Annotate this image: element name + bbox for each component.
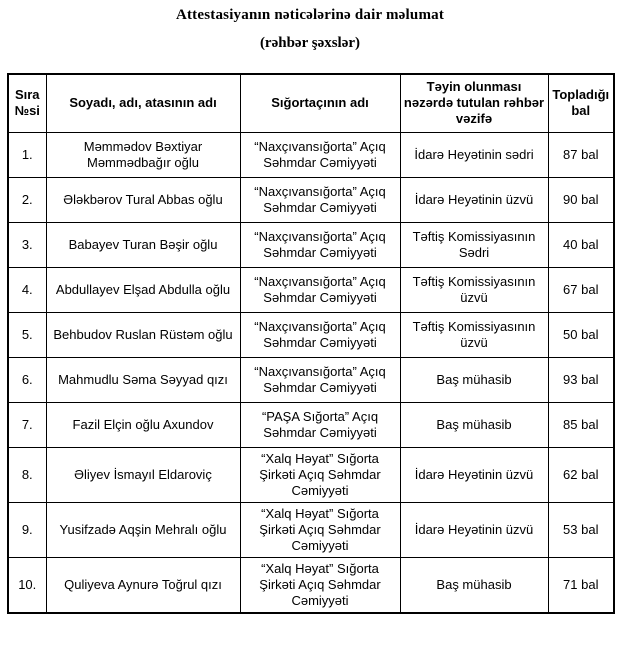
cell-intended-position: Təftiş Komissiyasının üzvü: [400, 267, 548, 312]
cell-serial-number: 10.: [8, 557, 46, 613]
cell-serial-number: 1.: [8, 132, 46, 177]
cell-insurer-name: “PAŞA Sığorta” Açıq Səhmdar Cəmiyyəti: [240, 402, 400, 447]
header-score: Topladığı bal: [548, 74, 614, 132]
cell-intended-position: İdarə Heyətinin üzvü: [400, 447, 548, 502]
cell-intended-position: Baş mühasib: [400, 557, 548, 613]
cell-full-name: Fazil Elçin oğlu Axundov: [46, 402, 240, 447]
header-insurer-name: Sığortaçının adı: [240, 74, 400, 132]
cell-full-name: Məmmədov Bəxtiyar Məmmədbağır oğlu: [46, 132, 240, 177]
cell-serial-number: 3.: [8, 222, 46, 267]
cell-score: 85 bal: [548, 402, 614, 447]
cell-insurer-name: “Naxçıvansığorta” Açıq Səhmdar Cəmiyyəti: [240, 267, 400, 312]
table-header-row: [8, 74, 614, 132]
cell-score: 90 bal: [548, 177, 614, 222]
cell-intended-position: İdarə Heyətinin üzvü: [400, 177, 548, 222]
cell-insurer-name: “Xalq Həyat” Sığorta Şirkəti Açıq Səhmdar Cəmiyyəti: [240, 502, 400, 557]
cell-intended-position: Təftiş Komissiyasının üzvü: [400, 312, 548, 357]
cell-score: 53 bal: [548, 502, 614, 557]
cell-serial-number: 5.: [8, 312, 46, 357]
table-row: [8, 502, 614, 557]
cell-serial-number: 4.: [8, 267, 46, 312]
document-title: Attestasiyanın nəticələrinə dair məlumat: [175, 7, 445, 23]
cell-insurer-name: “Naxçıvansığorta” Açıq Səhmdar Cəmiyyəti: [240, 177, 400, 222]
header-serial-number: Sıra №si: [8, 74, 46, 132]
cell-insurer-name: “Xalq Həyat” Sığorta Şirkəti Açıq Səhmdar Cəmiyyəti: [240, 447, 400, 502]
cell-full-name: Ələkbərov Tural Abbas oğlu: [46, 177, 240, 222]
header-full-name: Soyadı, adı, atasının adı: [46, 74, 240, 132]
cell-insurer-name: “Naxçıvansığorta” Açıq Səhmdar Cəmiyyəti: [240, 222, 400, 267]
cell-full-name: Behbudov Ruslan Rüstəm oğlu: [46, 312, 240, 357]
table-row: [8, 357, 614, 402]
cell-insurer-name: “Xalq Həyat” Sığorta Şirkəti Açıq Səhmdar Cəmiyyəti: [240, 557, 400, 613]
cell-intended-position: İdarə Heyətinin sədri: [400, 132, 548, 177]
cell-score: 71 bal: [548, 557, 614, 613]
cell-serial-number: 2.: [8, 177, 46, 222]
cell-serial-number: 6.: [8, 357, 46, 402]
cell-intended-position: Baş mühasib: [400, 357, 548, 402]
cell-score: 50 bal: [548, 312, 614, 357]
cell-full-name: Əliyev İsmayıl Eldaroviç: [46, 447, 240, 502]
cell-full-name: Babayev Turan Bəşir oğlu: [46, 222, 240, 267]
table-row: [8, 132, 614, 177]
header-intended-position: Təyin olunması nəzərdə tutulan rəhbər vəzifə: [400, 74, 548, 132]
cell-score: 87 bal: [548, 132, 614, 177]
cell-score: 40 bal: [548, 222, 614, 267]
attestation-results-table: [7, 73, 615, 614]
cell-serial-number: 9.: [8, 502, 46, 557]
cell-intended-position: İdarə Heyətinin üzvü: [400, 502, 548, 557]
cell-score: 62 bal: [548, 447, 614, 502]
cell-full-name: Yusifzadə Aqşin Mehralı oğlu: [46, 502, 240, 557]
table-row: [8, 222, 614, 267]
table-row: [8, 402, 614, 447]
cell-full-name: Abdullayev Elşad Abdulla oğlu: [46, 267, 240, 312]
table-row: [8, 312, 614, 357]
cell-intended-position: Baş mühasib: [400, 402, 548, 447]
cell-insurer-name: “Naxçıvansığorta” Açıq Səhmdar Cəmiyyəti: [240, 132, 400, 177]
cell-score: 67 bal: [548, 267, 614, 312]
table-row: [8, 557, 614, 613]
table-row: [8, 177, 614, 222]
cell-insurer-name: “Naxçıvansığorta” Açıq Səhmdar Cəmiyyəti: [240, 357, 400, 402]
cell-insurer-name: “Naxçıvansığorta” Açıq Səhmdar Cəmiyyəti: [240, 312, 400, 357]
cell-intended-position: Təftiş Komissiyasının Sədri: [400, 222, 548, 267]
cell-serial-number: 7.: [8, 402, 46, 447]
table-row: [8, 267, 614, 312]
table-row: [8, 447, 614, 502]
cell-full-name: Quliyeva Aynurə Toğrul qızı: [46, 557, 240, 613]
cell-score: 93 bal: [548, 357, 614, 402]
cell-full-name: Mahmudlu Səma Səyyad qızı: [46, 357, 240, 402]
document-subtitle: (rəhbər şəxslər): [259, 35, 361, 51]
cell-serial-number: 8.: [8, 447, 46, 502]
